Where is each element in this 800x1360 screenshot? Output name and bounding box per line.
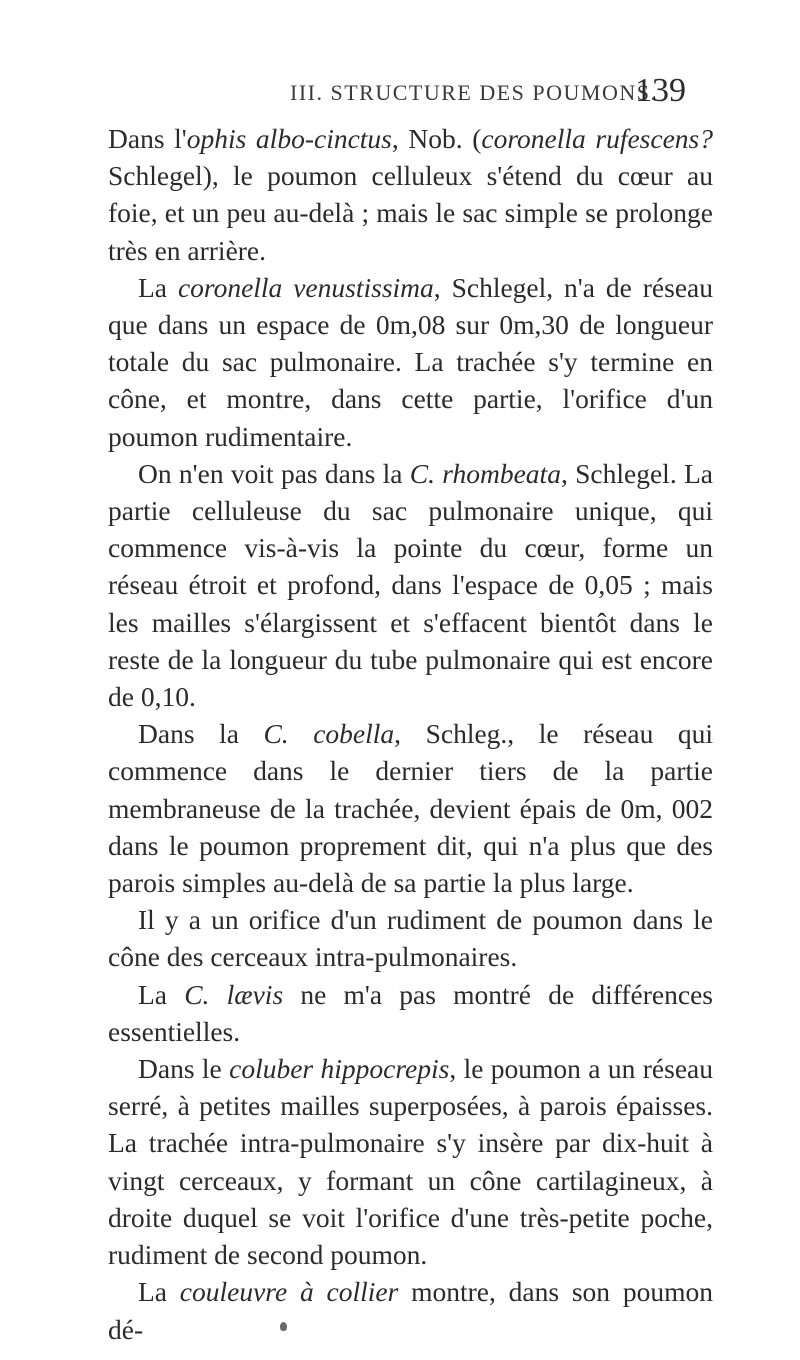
species-name: C. cobella [263,718,395,750]
running-title: III. STRUCTURE DES POUMONS. [290,80,658,105]
text-segment: ne m'a pas montré de différences essentielles. [108,978,713,1047]
running-head [110,72,686,112]
text-segment: , Nob. ( [391,123,482,154]
text-segment: Dans le [138,1053,230,1085]
text-segment: Schlegel), le poumon celluleux s'étend du cœur au foie, et un peu au-delà ; mais le sac simple se prolonge très en arrière. [108,160,713,266]
ink-mark [280,1322,287,1331]
paragraph [108,1273,713,1347]
species-name: ophis albo-cinctus [186,123,392,154]
text-segment: La [138,271,178,303]
body-text [108,120,713,1348]
text-segment: , le poumon a un réseau serré, à petites mailles superposées, à parois épaisses. La trachée intra-pulmonaire s'y insère par dix-huit à vingt cerceaux, y formant un cône cartilagineux, à droite duquel se voit l'orifice d'une très-petite poche, rudiment de second poumon. [108,1053,713,1271]
paragraph [108,901,713,975]
species-name: couleuvre à collier [179,1276,399,1308]
text-segment: , Schleg., le réseau qui commence dans le dernier tiers de la partie membraneuse de la trachée, devient épais de 0m, 002 dans le poumon proprement dit, qui n'a plus que des parois simples au-delà de sa partie la plus large. [108,718,713,899]
species-name: C. lævis [184,978,284,1010]
species-name: coronella venustissima [177,271,434,303]
text-segment: Dans la [138,718,264,750]
text-segment: On n'en voit pas dans la [138,457,410,489]
text-segment: Dans l' [108,123,187,154]
species-name: coronella rufescens? [481,123,713,154]
paragraph [108,120,713,269]
paragraph [108,269,713,455]
paragraph [108,715,713,901]
text-segment: montre, dans son poumon dé- [108,1276,713,1345]
paragraph [108,1050,713,1273]
text-segment: , Schlegel, n'a de réseau que dans un espace de 0m,08 sur 0m,30 de longueur totale du sac pulmonaire. La trachée s'y termine en cône, et montre, dans cette partie, l'orifice d'un poumon rudimentaire. [108,271,713,452]
paragraph [108,976,713,1050]
text-segment: La [138,978,185,1010]
species-name: coluber hippocrepis [229,1053,450,1085]
paragraph [108,455,713,715]
text-segment: , Schlegel. La partie celluleuse du sac pulmonaire unique, qui commence vis-à-vis la pointe du cœur, forme un réseau étroit et profond, dans l'espace de 0,05 ; mais les mailles s'élargissent et s'effacent bientôt dans le reste de la longueur du tube pulmonaire qui est encore de 0,10. [108,457,713,713]
page-number: 139 [635,72,686,109]
text-segment: Il y a un orifice d'un rudiment de poumon dans le cône des cerceaux intra-pulmonaires. [108,904,713,973]
text-segment: La [138,1276,180,1308]
species-name: C. rhombeata [409,457,561,489]
